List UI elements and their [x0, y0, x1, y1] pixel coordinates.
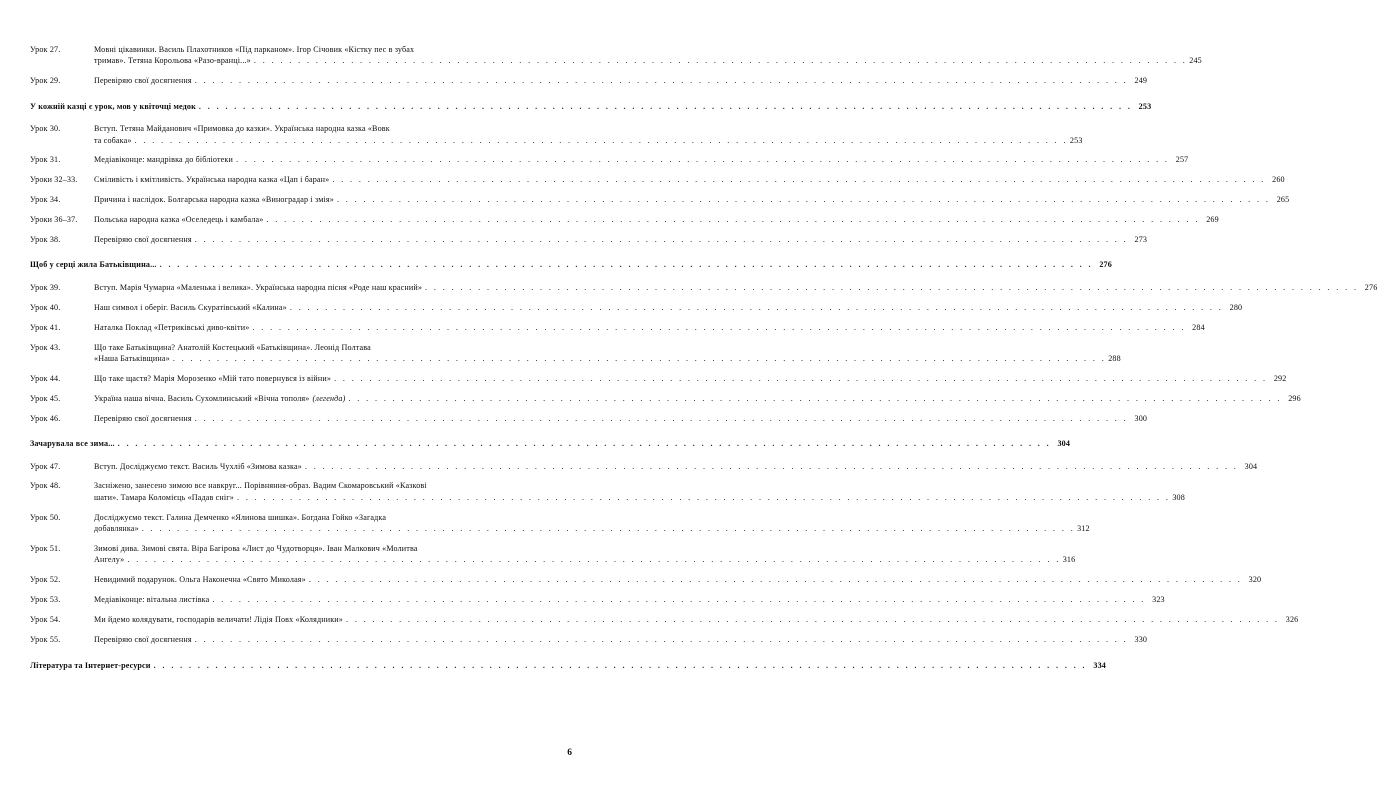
leader-dots: . . . . . . . . . . . . . . . . . . . . . . . . . . . . . . . . . . . . . . . . . . . . . . . . . . . . . . . . . . . . . . . . . . . . . . . . . . . . . . . . . . . . . . . . . . . . . . . . . . . . . . . . . .: [336, 195, 1271, 205]
leader-dots: . . . . . . . . . . . . . . . . . . . . . . . . . . . . . . . . . . . . . . . . . . . . . . . . . . . . . . . . . . . . . . . . . . . . . . . . . . . . . . . . . . . . . . . . . . . . . . . . . . . . . . . . . .: [212, 595, 1146, 605]
leader-dots: . . . . . . . . . . . . . . . . . . . . . . . . . . . . . . . . . . . . . . . . . . . . . . . . . . . . . . . . . . . . . . . . . . . . . . . . . . . . . . . . . . . . . . . . . . . . . . . . . . . . . . . . . .: [266, 215, 1200, 225]
toc-entry[interactable]: [30, 234, 1148, 245]
toc-entry[interactable]: [30, 393, 1301, 404]
toc-entry[interactable]: [30, 322, 1205, 333]
toc-entry[interactable]: [30, 214, 1219, 225]
toc-entry-page: 276: [1364, 282, 1377, 292]
toc-entry-title: Перевіряю свої досягнення: [94, 76, 192, 86]
toc-entry-title: Медіавіконце: вітальна листівка: [94, 595, 210, 605]
toc-entry-label: Уроки 36–37.: [30, 215, 78, 225]
toc-entry[interactable]: [30, 44, 1202, 67]
toc-entry-page: 292: [1273, 373, 1287, 383]
toc-entry-title: Сміливість і кмітливість. Українська народна казка «Цап і баран»: [94, 175, 330, 185]
toc-entry[interactable]: [30, 438, 1071, 449]
table-of-contents-list: [30, 44, 1377, 671]
toc-entry-title-line2: шати». Тамара Коломієць «Падав сніг»: [94, 492, 234, 502]
toc-entry-label: Уроки 32–33.: [30, 175, 78, 185]
toc-entry-label: Урок 30.: [30, 124, 61, 134]
toc-entry-page: 334: [1093, 660, 1106, 670]
toc-entry[interactable]: [30, 342, 1121, 365]
toc-entry[interactable]: [30, 373, 1287, 384]
toc-entry-page: 253: [1069, 135, 1083, 145]
leader-dots: . . . . . . . . . . . . . . . . . . . . . . . . . . . . . . . . . . . . . . . . . . . . . . . . . . . . . . . . . . . . . . . . . . . . . . . . . . . . . . . . . . . . . . . . . . . . . . . . . . . . . . . . . .: [127, 555, 1061, 565]
toc-entry[interactable]: [30, 512, 1090, 535]
toc-entry-page: 265: [1276, 195, 1290, 205]
toc-entry-page: 300: [1134, 413, 1148, 423]
toc-entry-body: [94, 214, 1219, 225]
toc-entry-label: Урок 39.: [30, 282, 61, 292]
toc-entry-body: [94, 373, 1287, 384]
toc-entry-genre-note: (легенда): [312, 393, 346, 403]
toc-entry-label: Урок 44.: [30, 373, 61, 383]
toc-entry-body: [94, 194, 1290, 205]
toc-entry[interactable]: [30, 282, 1377, 293]
toc-entry-body: [94, 174, 1285, 185]
toc-entry-title-line2: «Наша Батьківщина»: [94, 354, 170, 363]
toc-entry[interactable]: [30, 154, 1189, 165]
toc-entry-label: Урок 38.: [30, 235, 61, 245]
toc-entry[interactable]: [30, 302, 1243, 313]
toc-entry[interactable]: [30, 259, 1112, 270]
toc-entry-title: Невидимий подарунок. Ольга Наконечна «Свято Миколая»: [94, 575, 306, 585]
toc-entry-title: Вступ. Досліджуємо текст. Василь Чухліб «Зимова казка»: [94, 461, 302, 471]
toc-entry-body: [94, 123, 1083, 146]
leader-dots: . . . . . . . . . . . . . . . . . . . . . . . . . . . . . . . . . . . . . . . . . . . . . . . . . . . . . . . . . . . . . . . . . . . . . . . . . . . . . . . . . . . . . . . . . . . . . . . . . . . . . . . . . .: [172, 354, 1107, 363]
toc-entry-body: [94, 302, 1243, 313]
toc-entry-title: Наш символ і оберіг. Василь Скуратівський «Калина»: [94, 302, 287, 312]
toc-entry-label: Урок 47.: [30, 461, 61, 471]
leader-dots: . . . . . . . . . . . . . . . . . . . . . . . . . . . . . . . . . . . . . . . . . . . . . . . . . . . . . . . . . . . . . . . . . . . . . . . . . . . . . . . . . . . . . . . . . . . . . . . . . . . . . . . . . .: [236, 155, 1170, 165]
leader-dots: . . . . . . . . . . . . . . . . . . . . . . . . . . . . . . . . . . . . . . . . . . . . . . . . . . . . . . . . . . . . . . . . . . . . . . . . . . . . . . . . . . . . . . . . . . . . . . . . . . . . . . . . . .: [134, 135, 1068, 145]
toc-entry-title: У кожній казці є урок, мов у квіточці медок: [30, 101, 196, 111]
toc-entry-page: 304: [1244, 461, 1258, 471]
toc-entry-page: 276: [1099, 260, 1112, 270]
toc-entry-title-line1: Мовні цікавинки. Василь Плахотников «Під парканом». Ігор Січовик «Кістку пес в зубах: [94, 45, 415, 54]
toc-entry-title: Україна наша вічна. Василь Сухомлинський «Вічна тополя»: [94, 393, 310, 403]
toc-entry-title: Польська народна казка «Оселедець і камбала»: [94, 215, 264, 225]
toc-entry-label: Урок 52.: [30, 575, 61, 585]
leader-dots: . . . . . . . . . . . . . . . . . . . . . . . . . . . . . . . . . . . . . . . . . . . . . . . . . . . . . . . . . . . . . . . . . . . . . . . . . . . . . . . . . . . . . . . . . . . . . . . . . . . . . . . . . .: [346, 615, 1280, 625]
toc-entry-body: [94, 594, 1165, 605]
toc-entry-body: [94, 154, 1189, 165]
page-number: 6: [567, 748, 572, 758]
toc-entry-page: 269: [1206, 215, 1219, 225]
toc-entry-title-line2: Ангелу»: [94, 555, 125, 565]
toc-entry-label: Урок 43.: [30, 342, 61, 352]
toc-entry[interactable]: [30, 614, 1299, 625]
leader-dots: . . . . . . . . . . . . . . . . . . . . . . . . . . . . . . . . . . . . . . . . . . . . . . . . . . . . . . . . . . . . . . . . . . . . . . . . . . . . . . . . . . . . . . . . . . . . . . . . . . . . . . . . . .: [194, 235, 1129, 245]
toc-entry[interactable]: [30, 543, 1076, 566]
toc-entry-label: Урок 46.: [30, 413, 61, 423]
toc-entry-page: 245: [1189, 56, 1202, 66]
leader-dots: . . . . . . . . . . . . . . . . . . . . . . . . . . . . . . . . . . . . . . . . . . . . . . . . . . . . . . . . . . . . . . . . . . . . . . . . . . . . . . . . . . . . . . . . . . . . . . . . . . . . . . . . . .: [236, 492, 1171, 502]
toc-entry-title-line2: та собака»: [94, 135, 132, 145]
leader-dots: . . . . . . . . . . . . . . . . . . . . . . . . . . . . . . . . . . . . . . . . . . . . . . . . . . . . . . . . . . . . . . . . . . . . . . . . . . . . . . . . . . . . . . . . . . . . . . . . . . . . . . . . . .: [198, 101, 1133, 111]
leader-dots: . . . . . . . . . . . . . . . . . . . . . . . . . . . . . . . . . . . . . . . . . . . . . . . . . . . . . . . . . . . . . . . . . . . . . . . . . . . . . . . . . . . . . . . . . . . . . . . . . . . . . . . . . .: [348, 393, 1282, 403]
toc-entry-body: [94, 574, 1262, 585]
toc-entry-page: 323: [1152, 595, 1165, 605]
toc-entry-page: 330: [1134, 635, 1148, 645]
toc-entry-body: [94, 461, 1258, 472]
toc-entry[interactable]: [30, 574, 1262, 585]
toc-entry-label: Урок 27.: [30, 45, 61, 54]
toc-entry-page: 308: [1172, 492, 1185, 502]
toc-entry-title-line1: Що таке Батьківщина? Анатолій Костецький «Батьківщина». Леонід Полтава: [94, 342, 371, 352]
toc-entry-label: Урок 31.: [30, 155, 61, 165]
toc-entry-body: [94, 393, 1301, 404]
toc-entry-body: [94, 634, 1148, 645]
leader-dots: . . . . . . . . . . . . . . . . . . . . . . . . . . . . . . . . . . . . . . . . . . . . . . . . . . . . . . . . . . . . . . . . . . . . . . . . . . . . . . . . . . . . . . . . . . . . . . . . . . . . . . . . . .: [153, 660, 1087, 670]
toc-entry-page: 284: [1192, 322, 1205, 332]
toc-entry-title-line1: Зимові дива. Зимові свята. Віра Багірова «Лист до Чудотворця». Іван Малкович «Молитва: [94, 544, 418, 554]
toc-entry-page: 257: [1175, 155, 1189, 165]
toc-entry[interactable]: [30, 101, 1152, 112]
toc-entry-title: Вступ. Марія Чумарна «Маленька і велика». Українська народна пісня «Роде наш красний»: [94, 282, 423, 292]
toc-entry-title: Ми йдемо колядувати, господарів величати! Лідія Повх «Колядники»: [94, 615, 343, 625]
toc-entry-title: Наталка Поклад «Петриківські диво-квіти»: [94, 322, 250, 332]
toc-entry[interactable]: [30, 480, 1185, 503]
toc-entry-title-line1: Вступ. Тетяна Майданович «Примовка до казки». Українська народна казка «Вовк: [94, 124, 390, 134]
toc-entry-body: [94, 413, 1148, 424]
toc-entry-body: [94, 512, 1090, 535]
toc-entry-title-line2: тримав». Тетяна Корольова «Разо-вранці...»: [94, 56, 251, 66]
toc-entry[interactable]: [30, 594, 1165, 605]
toc-entry-page: 326: [1285, 615, 1299, 625]
toc-entry-title-line1: Засніжено, занесено зимою все навкруг... Порівняння-образ. Вадим Скомаровський «Казкові: [94, 481, 427, 491]
toc-entry[interactable]: [30, 634, 1148, 645]
toc-entry-body: [94, 480, 1185, 503]
leader-dots: . . . . . . . . . . . . . . . . . . . . . . . . . . . . . . . . . . . . . . . . . . . . . . . . . . . . . . . . . . . . . . . . . . . . . . . . . . . . . . . . . . . . . . . . . . . . . . . . . . . . . . . . . .: [308, 575, 1243, 585]
toc-entry-page: 304: [1057, 439, 1071, 449]
toc-entry-title: Література та Інтернет-ресурси: [30, 660, 151, 670]
toc-entry-page: 273: [1134, 235, 1148, 245]
toc-entry-page: 320: [1248, 575, 1262, 585]
toc-entry-title: Перевіряю свої досягнення: [94, 635, 192, 645]
leader-dots: . . . . . . . . . . . . . . . . . . . . . . . . . . . . . . . . . . . . . . . . . . . . . . . . . . . . . . . . . . . . . . . . . . . . . . . . . . . . . . . . . . . . . . . . . . . . . . . . . . . . . . . . . .: [159, 260, 1093, 270]
toc-entry-title-line2: добавлянка»: [94, 524, 139, 534]
toc-entry-page: 253: [1138, 101, 1152, 111]
toc-entry[interactable]: [30, 174, 1285, 185]
toc-entry-page: 296: [1288, 393, 1301, 403]
leader-dots: . . . . . . . . . . . . . . . . . . . . . . . . . . . . . . . . . . . . . . . . . . . . . . . . . . . . . . . . . . . . . . . . . . . . . . . . . . . . . . . . . . . . . . . . . . . . . . . . . . . . . . . . . .: [117, 439, 1052, 449]
toc-entry-body: [94, 543, 1076, 566]
toc-entry-title: Щоб у серці жила Батьківщина...: [30, 260, 157, 270]
toc-entry-label: Урок 50.: [30, 512, 61, 522]
toc-entry-body: [94, 614, 1299, 625]
toc-entry-body: [30, 660, 1106, 671]
toc-entry-body: [30, 101, 1152, 112]
toc-entry-page: 260: [1272, 175, 1285, 185]
toc-entry-label: Урок 45.: [30, 393, 61, 403]
toc-entry-label: Урок 34.: [30, 195, 61, 205]
leader-dots: . . . . . . . . . . . . . . . . . . . . . . . . . . . . . . . . . . . . . . . . . . . . . . . . . . . . . . . . . . . . . . . . . . . . . . . . . . . . . . . . . . . . . . . . . . . . . . . . . . . . . . . . . .: [425, 282, 1359, 292]
toc-entry-label: Урок 41.: [30, 322, 61, 332]
toc-entry-title: Перевіряю свої досягнення: [94, 235, 192, 245]
toc-entry-label: Урок 54.: [30, 615, 61, 625]
toc-entry[interactable]: [30, 413, 1148, 424]
toc-entry-label: Урок 29.: [30, 76, 61, 86]
leader-dots: . . . . . . . . . . . . . . . . . . . . . . . . . . . . . . . . . . . . . . . . . . . . . . . . . . . . . . . . . . . . . . . . . . . . . . . . . . . . . . . . . . . . . . . . . . . . . . . . . . . . . . . . . .: [194, 635, 1129, 645]
toc-entry-body: [30, 438, 1071, 449]
leader-dots: . . . . . . . . . . . . . . . . . . . . . . . . . . . . . . . . . . . . . . . . . . . . . . . . . . . . . . . . . . . . . . . . . . . . . . . . . . . . . . . . . . . . . . . . . . . . . . . . . . . . . . . . . .: [289, 302, 1224, 312]
toc-entry-label: Урок 48.: [30, 481, 61, 491]
toc-entry-page: 316: [1062, 555, 1076, 565]
toc-entry-body: [94, 342, 1121, 365]
toc-entry[interactable]: [30, 75, 1148, 86]
toc-entry-title: Зачарувала все зима...: [30, 439, 115, 449]
leader-dots: . . . . . . . . . . . . . . . . . . . . . . . . . . . . . . . . . . . . . . . . . . . . . . . . . . . . . . . . . . . . . . . . . . . . . . . . . . . . . . . . . . . . . . . . . . . . . . . . . . . . . . . . . .: [252, 322, 1186, 332]
toc-entry-page: 288: [1108, 354, 1121, 363]
toc-entry-title: Причина і наслідок. Болгарська народна казка «Виноградар і змія»: [94, 195, 334, 205]
toc-entry-title: Перевіряю свої досягнення: [94, 413, 192, 423]
leader-dots: . . . . . . . . . . . . . . . . . . . . . . . . . . . . . . . . . . . . . . . . . . . . . . . . . . . . . . . . . . . . . . . . . . . . . . . . . . . . . . . . . . . . . . . . . . . . . . . . . . . . . . . . . .: [253, 56, 1188, 66]
leader-dots: . . . . . . . . . . . . . . . . . . . . . . . . . . . . . . . . . . . . . . . . . . . . . . . . . . . . . . . . . . . . . . . . . . . . . . . . . . . . . . . . . . . . . . . . . . . . . . . . . . . . . . . . . .: [194, 76, 1129, 86]
toc-entry-page: 249: [1134, 76, 1148, 86]
toc-entry-page: 312: [1077, 524, 1090, 534]
toc-entry-body: [30, 259, 1112, 270]
toc-entry-label: Урок 55.: [30, 635, 61, 645]
toc-entry-title-line1: Досліджуємо текст. Галина Демченко «Ялинова шишка». Богдана Гойко «Загадка: [94, 512, 387, 522]
toc-entry-title: Медіавіконце: мандрівка до бібліотеки: [94, 155, 233, 165]
toc-entry-body: [94, 282, 1377, 293]
leader-dots: . . . . . . . . . . . . . . . . . . . . . . . . . . . . . . . . . . . . . . . . . . . . . . . . . . . . . . . . . . . . . . . . . . . . . . . . . . . . . . . . . . . . . . . . . . . . . . . . . . . . . . . . . .: [334, 373, 1268, 383]
leader-dots: . . . . . . . . . . . . . . . . . . . . . . . . . . . . . . . . . . . . . . . . . . . . . . . . . . . . . . . . . . . . . . . . . . . . . . . . . . . . . . . . . . . . . . . . . . . . . . . . . . . . . . . . . .: [332, 175, 1266, 185]
toc-entry-body: [94, 234, 1148, 245]
toc-entry-label: Урок 53.: [30, 595, 61, 605]
toc-entry-body: [94, 75, 1148, 86]
leader-dots: . . . . . . . . . . . . . . . . . . . . . . . . . . . . . . . . . . . . . . . . . . . . . . . . . . . . . . . . . . . . . . . . . . . . . . . . . . . . . . . . . . . . . . . . . . . . . . . . . . . . . . . . . .: [304, 461, 1239, 471]
toc-entry-label: Урок 40.: [30, 302, 61, 312]
toc-entry-body: [94, 44, 1202, 67]
toc-entry[interactable]: [30, 461, 1258, 472]
leader-dots: . . . . . . . . . . . . . . . . . . . . . . . . . . . . . . . . . . . . . . . . . . . . . . . . . . . . . . . . . . . . . . . . . . . . . . . . . . . . . . . . . . . . . . . . . . . . . . . . . . . . . . . . . .: [141, 524, 1076, 534]
toc-entry-body: [94, 322, 1205, 333]
toc-entry-title: Що таке щастя? Марія Морозенко «Мій тато повернувся із війни»: [94, 373, 332, 383]
leader-dots: . . . . . . . . . . . . . . . . . . . . . . . . . . . . . . . . . . . . . . . . . . . . . . . . . . . . . . . . . . . . . . . . . . . . . . . . . . . . . . . . . . . . . . . . . . . . . . . . . . . . . . . . . .: [194, 413, 1129, 423]
toc-entry[interactable]: [30, 123, 1083, 146]
toc-entry[interactable]: [30, 194, 1290, 205]
toc-entry[interactable]: [30, 660, 1106, 671]
toc-entry-label: Урок 51.: [30, 544, 61, 554]
toc-entry-page: 280: [1229, 302, 1243, 312]
